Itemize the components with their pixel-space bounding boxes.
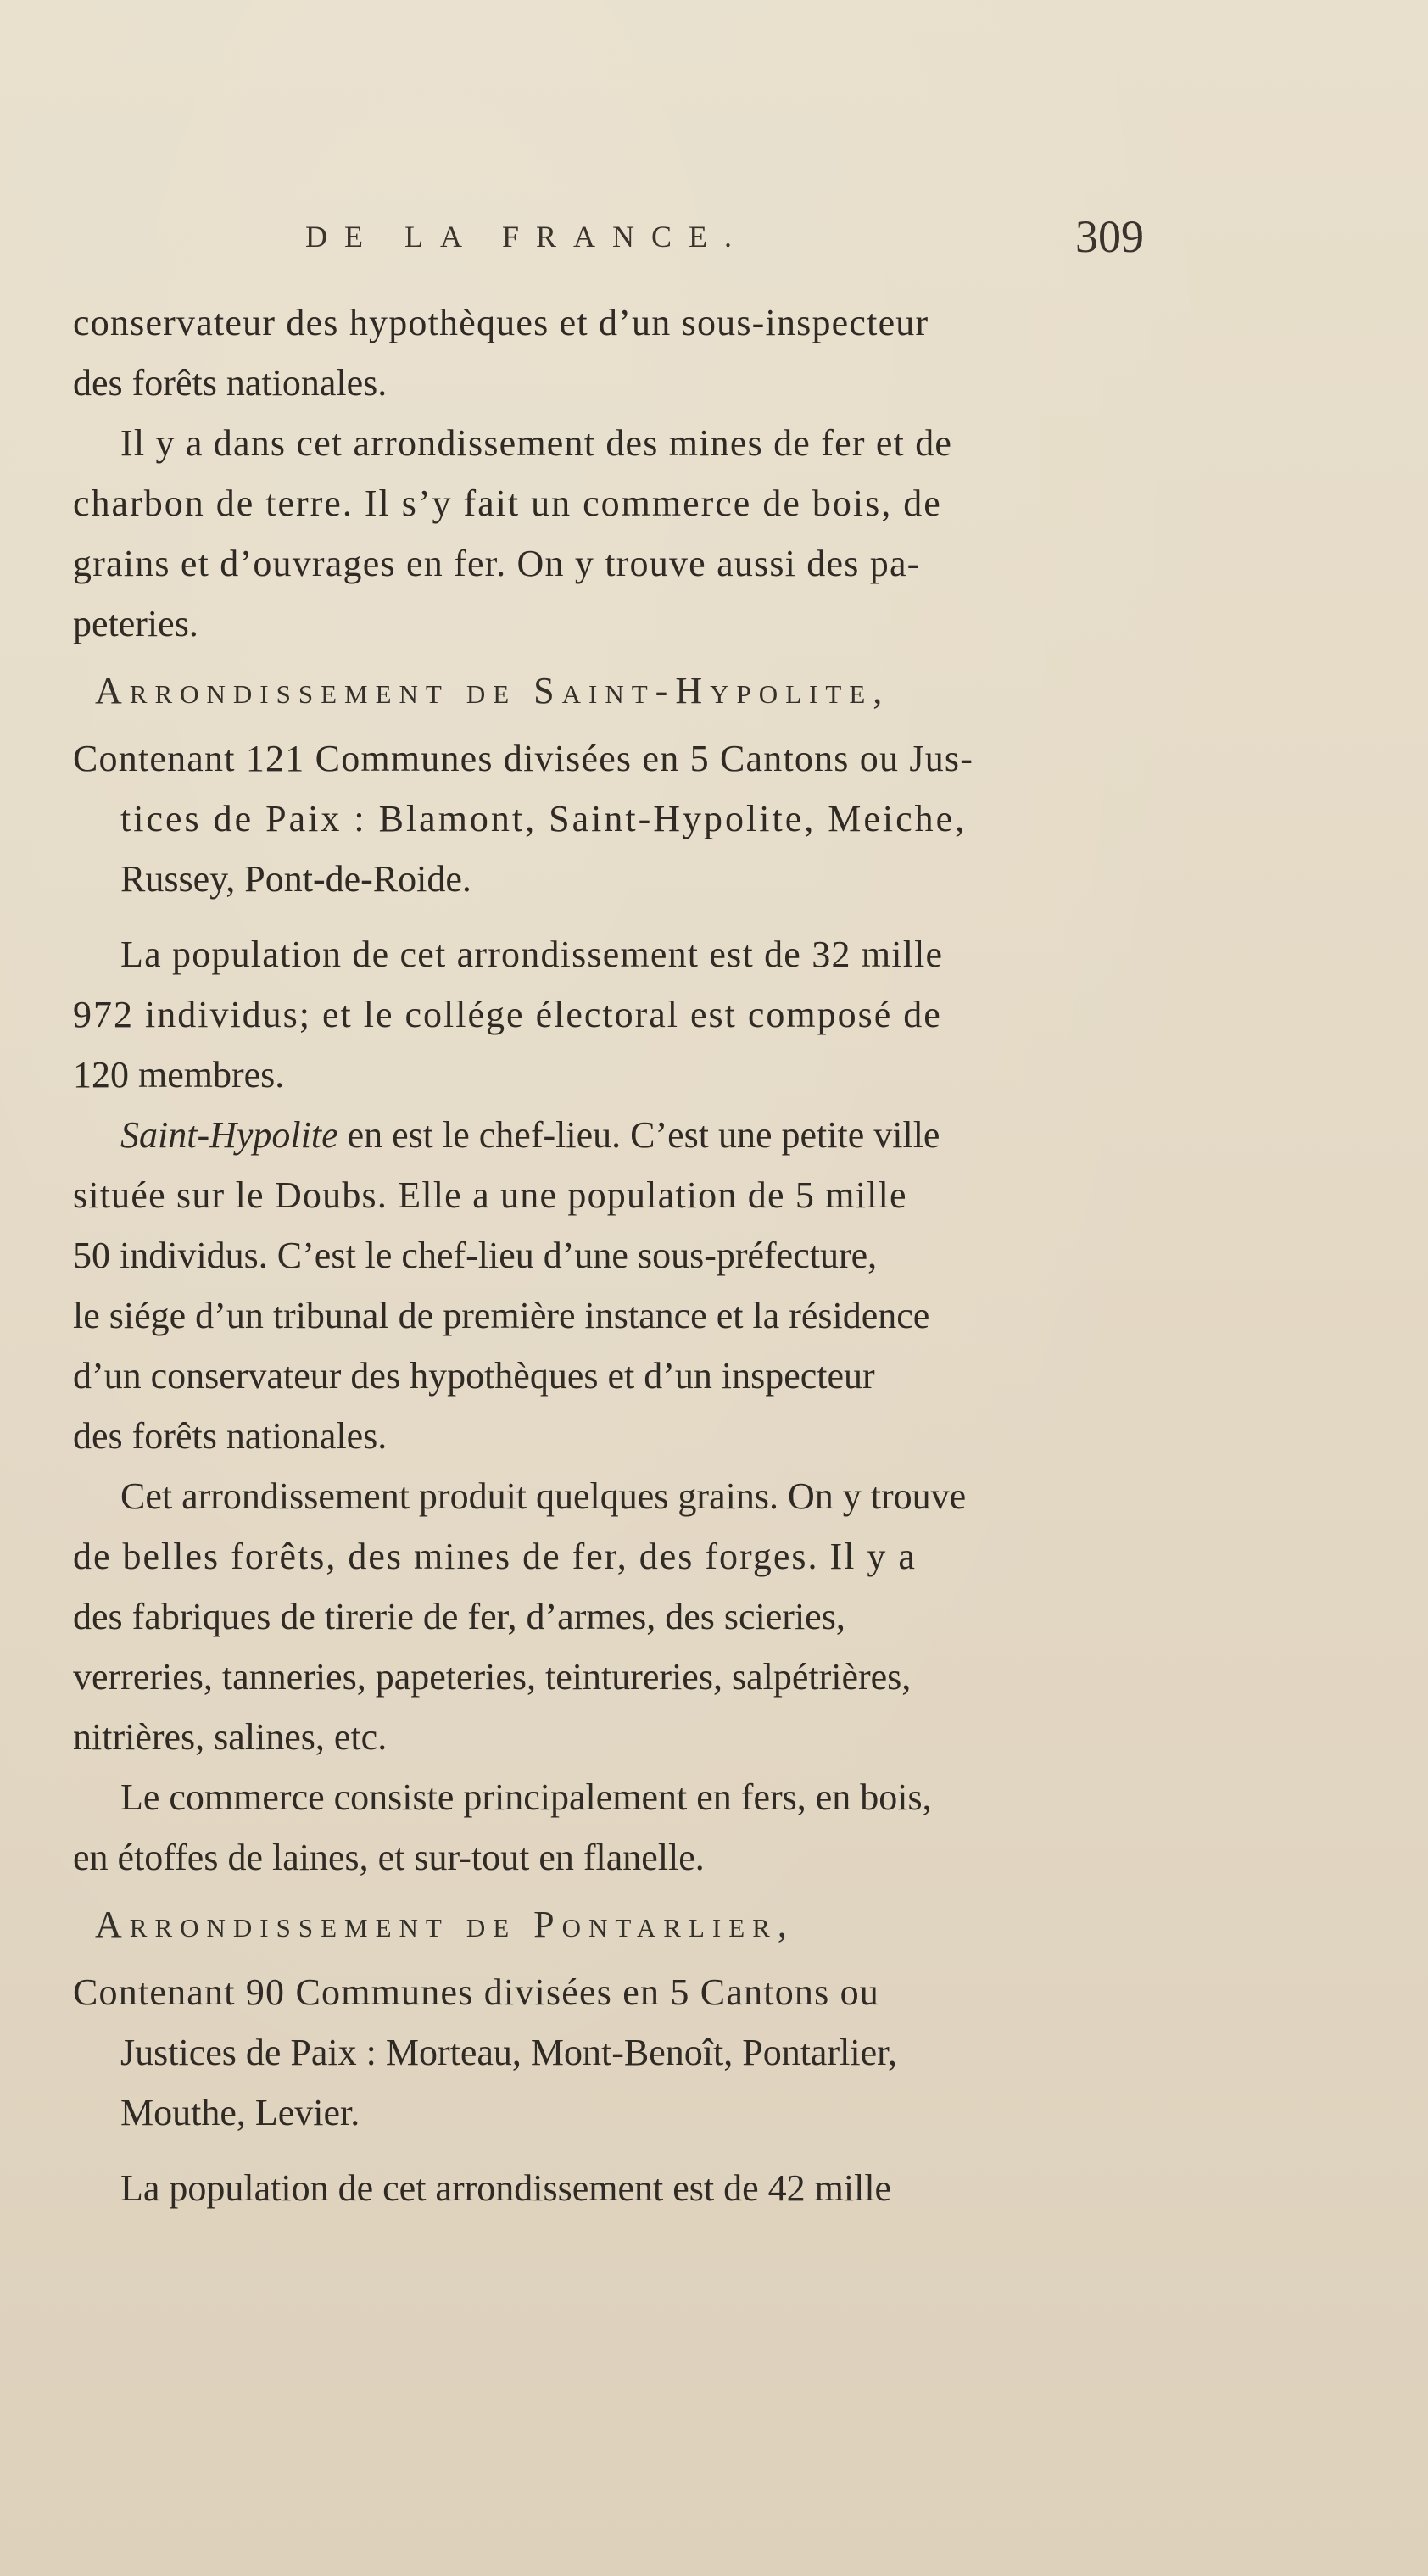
text-line: 972 individus; et le collége électoral est composé de	[73, 994, 942, 1035]
text-line: de belles forêts, des mines de fer, des forges. Il y a	[73, 1536, 917, 1577]
page-number: 309	[1075, 211, 1144, 262]
text-line: le siége d’un tribunal de première instance et la résidence	[73, 1295, 930, 1336]
text-line: tices de Paix : Blamont, Saint-Hypolite, Meiche,	[120, 798, 968, 839]
page-header	[0, 211, 1428, 278]
text-line: en étoffes de laines, et sur-tout en flanelle.	[73, 1837, 705, 1878]
text-line	[73, 1105, 1175, 1165]
text-line: Contenant 90 Communes divisées en 5 Cantons ou	[73, 1971, 880, 2013]
text-line: La population de cet arrondissement est de 42 mille	[120, 2167, 892, 2209]
paragraph-gap	[73, 909, 1175, 924]
text-line: des fabriques de tirerie de fer, d’armes, des scieries,	[73, 1596, 845, 1637]
page-body	[73, 293, 1175, 2218]
text-line: Russey, Pont-de-Roide.	[120, 858, 471, 900]
text-line: Mouthe, Levier.	[120, 2092, 360, 2133]
text-line: peteries.	[73, 603, 198, 644]
text-line: des forêts nationales.	[73, 1415, 388, 1457]
section-heading: Arrondissement de Pontarlier,	[95, 1904, 795, 1945]
text-run: en est le chef-lieu. C’est une petite ville	[337, 1114, 940, 1156]
running-head: DE LA FRANCE.	[305, 220, 750, 254]
text-line: Contenant 121 Communes divisées en 5 Cantons ou Jus-	[73, 738, 974, 779]
text-line: Le commerce consiste principalement en fers, en bois,	[120, 1776, 932, 1818]
text-line: située sur le Doubs. Elle a une population de 5 mille	[73, 1174, 907, 1216]
section-heading: Arrondissement de Saint-Hypolite,	[95, 670, 890, 711]
text-line: verreries, tanneries, papeteries, teintureries, salpétrières,	[73, 1656, 912, 1698]
text-line: 50 individus. C’est le chef-lieu d’une sous-préfecture,	[73, 1235, 878, 1276]
text-line: grains et d’ouvrages en fer. On y trouve aussi des pa-	[73, 543, 921, 584]
text-line: 120 membres.	[73, 1054, 285, 1096]
text-line: conservateur des hypothèques et d’un sous-inspecteur	[73, 302, 929, 343]
text-line: La population de cet arrondissement est de 32 mille	[120, 934, 944, 975]
text-line: des forêts nationales.	[73, 362, 388, 404]
text-line: d’un conservateur des hypothèques et d’un inspecteur	[73, 1355, 875, 1397]
place-name: Saint-Hypolite	[120, 1114, 338, 1156]
text-line: Justices de Paix : Morteau, Mont-Benoît, Pontarlier,	[120, 2032, 897, 2073]
text-line: charbon de terre. Il s’y fait un commerce de bois, de	[73, 482, 942, 524]
text-line: Cet arrondissement produit quelques grains. On y trouve	[120, 1475, 967, 1517]
paragraph-gap	[73, 2143, 1175, 2158]
text-line: Il y a dans cet arrondissement des mines de fer et de	[120, 422, 953, 464]
text-line: nitrières, salines, etc.	[73, 1716, 388, 1758]
